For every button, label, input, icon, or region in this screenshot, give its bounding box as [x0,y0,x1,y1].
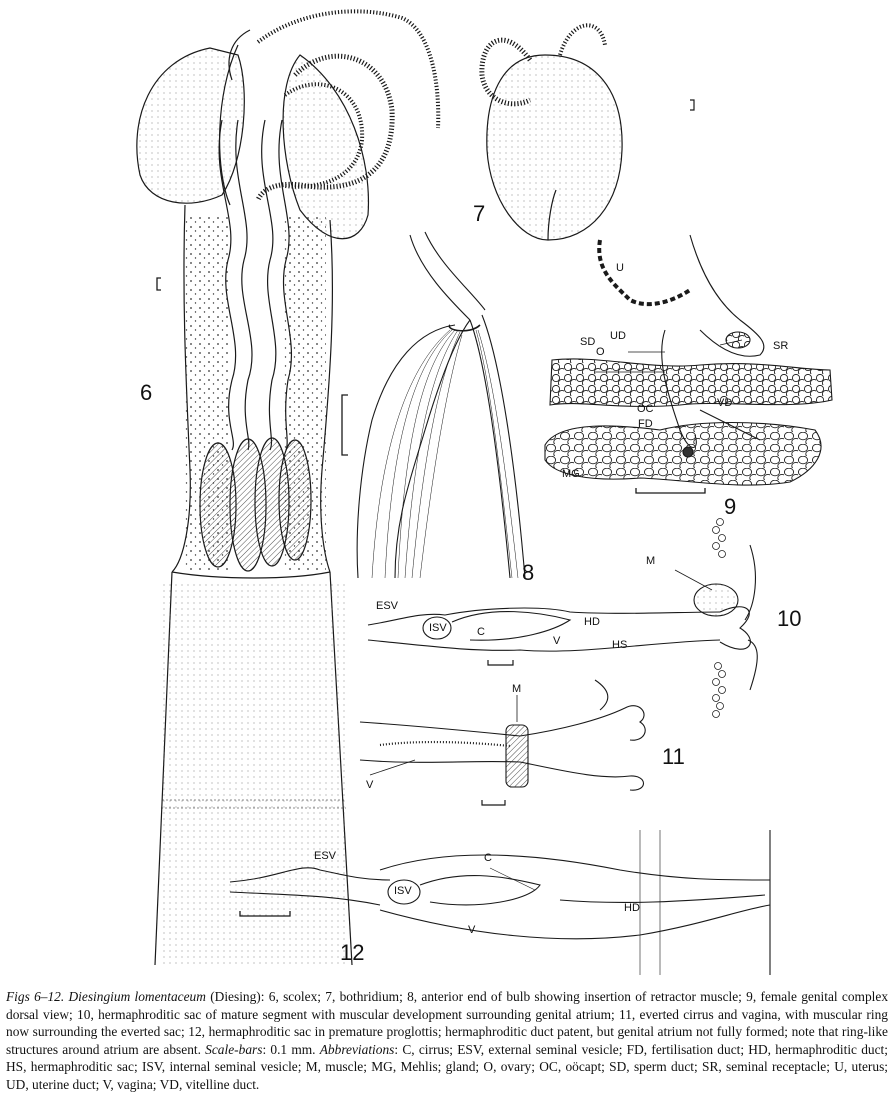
label-fig10-isv: ISV [429,622,447,634]
caption-species: Diesingium lomentaceum [68,989,206,1004]
label-fig12-v: V [468,924,476,936]
label-fig12-esv: ESV [314,850,337,862]
caption-scale-label: Scale-bars [205,1041,263,1057]
figure-number-7: 7 [473,201,486,226]
fig7-bothridium [482,25,694,240]
label-fig9-sr: SR [773,340,789,352]
label-fig9-o: O [596,346,605,358]
label-fig12-isv: ISV [394,885,412,897]
label-fig9-mg: MG [562,468,580,480]
fig8-bulb [342,232,525,578]
fig6-scolex [137,11,438,965]
label-fig11-m: M [512,683,522,695]
caption-abbreviations: : C, cirrus; ESV, external seminal vesicle; FD, fertilisation duct; HD, hermaphroditic duct; HS, hermaphroditic sac; ISV, internal seminal vesicle; M, muscle; MG, Mehlis; gland; O, ovary; OC, oöcapt; SD, sperm duct; SR, seminal receptacle; U, uterus; UD, uterine duct; V, vagina; VD, vitelline duct. [6,1041,888,1092]
label-fig9-oc: OC [637,403,654,415]
label-fig10-hd: HD [584,616,600,628]
label-fig11-v: V [366,779,374,791]
label-fig9-vd: VD [717,397,733,409]
fig10-hermaphroditic-sac [368,519,757,718]
label-fig9-sd: SD [580,336,596,348]
fig9-female-complex [545,235,832,493]
figure-number-8: 8 [522,560,535,585]
label-fig9-u: U [616,262,624,274]
figure-number-10: 10 [777,606,802,631]
figure-number-11: 11 [662,744,685,769]
fig11-everted-cirrus [360,680,645,805]
label-fig12-hd: HD [624,902,640,914]
label-fig9-fd: FD [638,418,653,430]
caption-scale-value: : 0.1 mm. [262,1041,316,1057]
caption-figs: Figs 6–12. [6,989,65,1004]
figure-number-6: 6 [140,380,153,405]
label-fig10-esv: ESV [376,600,399,612]
caption-abbr-label: Abbreviations [319,1041,395,1057]
figure-number-9: 9 [724,494,737,519]
label-fig10-c: C [477,626,485,638]
label-fig12-c: C [484,852,492,864]
label-fig10-v: V [553,635,561,647]
label-fig10-m: M [646,555,656,567]
label-fig9-ud: UD [610,330,626,342]
label-fig10-hs: HS [612,639,628,651]
figure-number-12: 12 [340,940,365,965]
figure-caption [6,988,888,1094]
caption-intro: (Diesing): 6, scolex; 7, bothridium; 8, anterior end of bulb showing insertion of retractor muscle; 9, female genital complex dorsal view; 10, hermaphroditic sac of mature segment with muscular development surrounding genital atrium; 11, everted cirrus and vagina, with muscular ring now surrounding the everted sac; 12, hermaphroditic sac in premature proglottis; hermaphroditic duct patent, but genital atrium not fully formed; note that ring-like structures around atrium are absent. [6,989,889,1057]
